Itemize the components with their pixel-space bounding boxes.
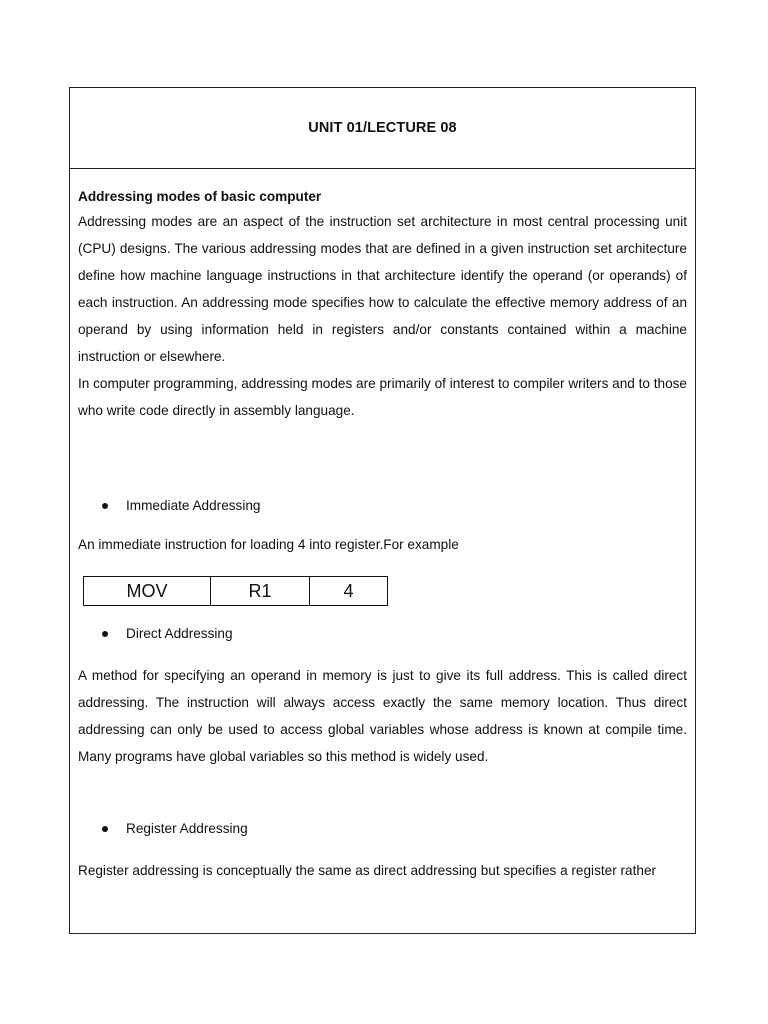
immediate-description: An immediate instruction for loading 4 into register.For example <box>78 537 459 552</box>
bullet-immediate-addressing <box>102 495 687 517</box>
page-title: UNIT 01/LECTURE 08 <box>308 120 457 136</box>
section-title: Addressing modes of basic computer <box>78 189 322 204</box>
intro-paragraph: Addressing modes are an aspect of the instruction set architecture in most central processing unit (CPU) designs. The various addressing modes that are defined in a given instruction set architecture define how machine language instructions in that architecture identify the operand (or operands) of each instruction. An addressing mode specifies how to calculate the effective memory address of an operand by using information held in registers and/or constants contained within a machine instruction or elsewhere. <box>78 214 687 364</box>
bullet-register-addressing <box>102 818 687 840</box>
bullet-direct-addressing <box>102 623 687 645</box>
bullet-icon <box>102 826 108 832</box>
bullet-label: Immediate Addressing <box>126 498 261 513</box>
register-cell: R1 <box>211 577 310 606</box>
direct-description: A method for specifying an operand in memory is just to give its full address. This is called direct addressing. The instruction will always access exactly the same memory location. Thus direct addressing can only be used to access global variables whose address is known at compile time. Many programs have global variables so this method is widely used. <box>78 668 687 764</box>
lecture-header <box>70 88 695 169</box>
opcode-cell: MOV <box>84 577 211 606</box>
lecture-content <box>70 186 695 884</box>
instruction-format-table <box>83 576 388 606</box>
table-row <box>84 577 388 606</box>
lecture-page-frame <box>69 87 696 934</box>
register-description: Register addressing is conceptually the same as direct addressing but specifies a register rather <box>78 863 657 878</box>
bullet-label: Direct Addressing <box>126 626 233 641</box>
programming-paragraph: In computer programming, addressing modes are primarily of interest to compiler writers and to those who write code directly in assembly language. <box>78 376 687 418</box>
operand-cell: 4 <box>310 577 388 606</box>
bullet-label: Register Addressing <box>126 821 248 836</box>
bullet-icon <box>102 631 108 637</box>
bullet-icon <box>102 503 108 509</box>
